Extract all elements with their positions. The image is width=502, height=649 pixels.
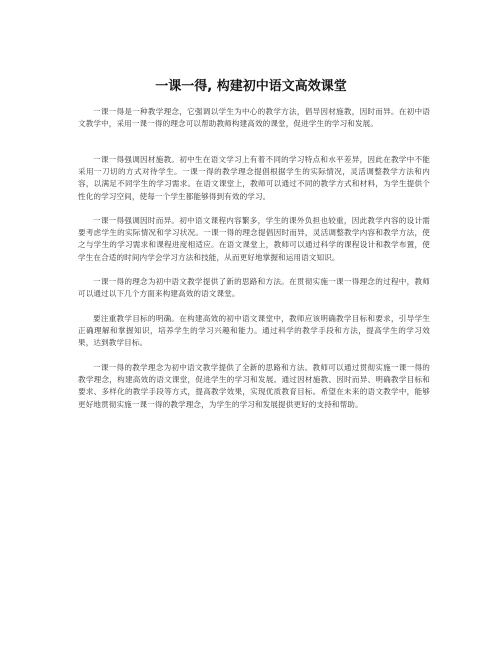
paragraph-new-approach: 一课一得的理念为初中语文教学提供了新的思路和方法。在贯彻实施一课一得理念的过程中，教师可以通过以下几个方面来构建高效的语文课堂。 <box>78 277 430 299</box>
paragraph-conclusion: 一课一得的教学理念为初中语文教学提供了全新的思路和方法。教师可以通过贯彻实施一课一得的教学理念，构建高效的语文课堂，促进学生的学习和发展。通过因材施教、因时而异、明确教学目标和要求、多样化的教学手段等方式，提高教学效果，实现优质教育目标。希望在未来的语文教学中，能够更好地贯彻实施一课一得的教学理念，为学生的学习和发展提供更好的支持和帮助。 <box>78 363 430 409</box>
paragraph-intro: 一课一得是一种教学理念，它强调以学生为中心的教学方法，倡导因材施教，因时而异。在初中语文教学中，采用一课一得的理念可以帮助教师构建高效的课堂，促进学生的学习和发展。 <box>78 107 430 129</box>
paragraph-clear-goals: 要注重教学目标的明确。在构建高效的初中语文课堂中，教师应该明确教学目标和要求，引导学生正确理解和掌握知识，培养学生的学习兴趣和能力。通过科学的教学手段和方法，提高学生的学习效果，达到教学目标。 <box>78 314 430 348</box>
paragraph-timing: 一课一得强调因时而异。初中语文课程内容繁多，学生的课外负担也较重，因此教学内容的设计需要考虑学生的实际情况和学习状况。一课一得的理念提倡因时而异，灵活调整教学内容和教学方法，使之与学生的学习需求和课程进度相适应。在语文课堂上，教师可以通过科学的课程设计和教学布置，使学生在合适的时间内学会学习方法和技能，从而更好地掌握和运用语文知识。 <box>78 216 430 262</box>
paragraph-teaching-by-aptitude: 一课一得强调因材施教。初中生在语文学习上有着不同的学习特点和水平差异，因此在教学中不能采用一刀切的方式对待学生。一课一得的教学理念提倡根据学生的实际情况，灵活调整教学方法和内容，以满足不同学生的学习需求。在语文课堂上，教师可以通过不同的教学方式和材料，为学生提供个性化的学习空间，使每一个学生都能够得到有效的学习。 <box>78 155 430 201</box>
document-title: 一课一得, 构建初中语文高效课堂 <box>155 79 347 94</box>
